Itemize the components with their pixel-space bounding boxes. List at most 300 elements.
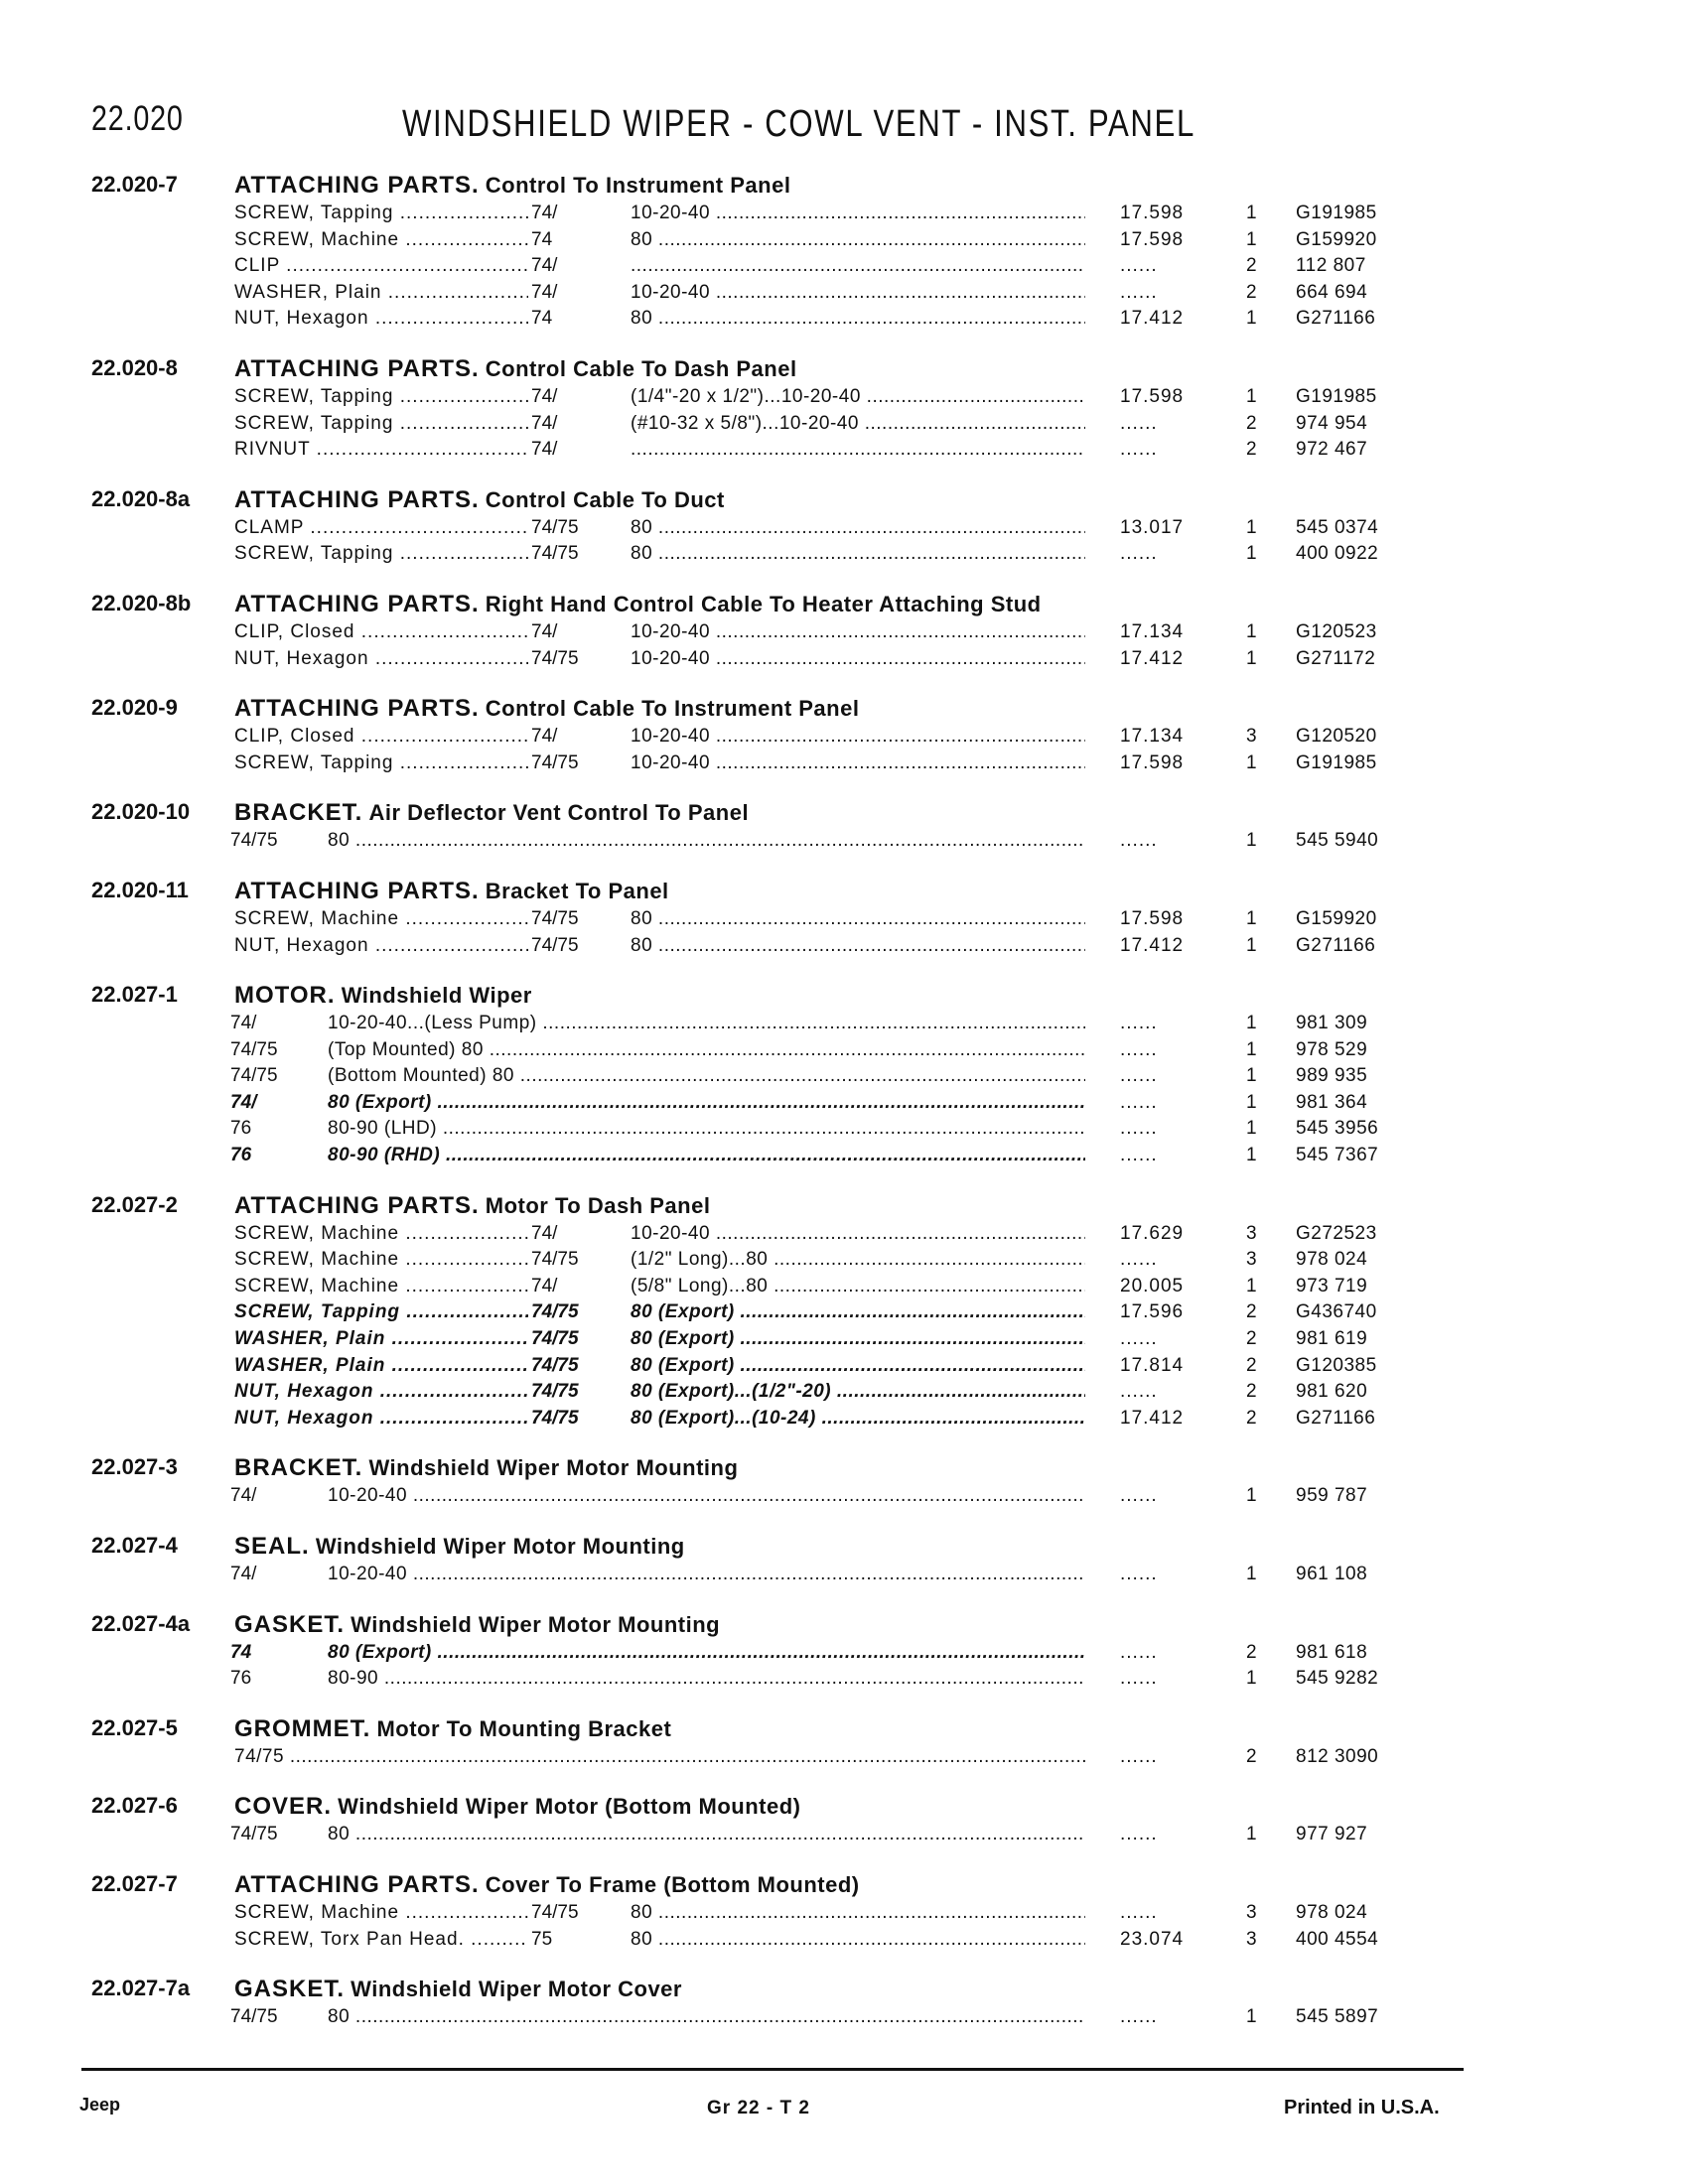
part-number: 981 364 [1296, 1091, 1368, 1113]
model-years: 74/75 [531, 751, 579, 773]
footer-page-ref: Gr 22 - T 2 [707, 2098, 810, 2118]
illustration-ref: ...... [1120, 1824, 1158, 1845]
application [631, 438, 1085, 462]
quantity: 1 [1246, 516, 1257, 538]
footer-divider [81, 2068, 1464, 2071]
model-years: 76 [230, 1145, 252, 1166]
part-number: 978 529 [1296, 1038, 1368, 1060]
part-row [0, 438, 1688, 465]
part-name: SCREW, Tapping ..... [234, 1300, 528, 1324]
section-description: Windshield Wiper Motor (Bottom Mounted) [338, 1794, 801, 1820]
part-number: 978 024 [1296, 1901, 1368, 1923]
section-header [0, 1192, 1688, 1222]
section-keyword: ATTACHING PARTS. [234, 695, 480, 723]
model-years: 74/ [531, 1222, 558, 1244]
section-description: Motor To Mounting Bracket [376, 1715, 672, 1741]
quantity: 1 [1246, 1485, 1257, 1507]
section-title [234, 1533, 685, 1561]
catalog-section [0, 591, 1688, 673]
section-title [234, 1611, 720, 1639]
section-title [234, 982, 532, 1010]
part-number: 545 0374 [1296, 516, 1379, 538]
quantity: 2 [1246, 1354, 1257, 1376]
application: 80 ..... [631, 228, 1085, 252]
part-name: SCREW, Machine ..... [234, 228, 528, 252]
part-number: 978 024 [1296, 1249, 1368, 1271]
quantity: 2 [1246, 1328, 1257, 1350]
part-row [0, 1327, 1688, 1354]
quantity: 1 [1246, 1824, 1257, 1845]
catalog-section [0, 1454, 1688, 1511]
part-row [0, 1380, 1688, 1407]
part-number: 112 807 [1296, 255, 1366, 277]
model-years: 74/ [531, 1275, 558, 1297]
part-row [0, 1091, 1688, 1118]
illustration-ref: ...... [1120, 2006, 1158, 2028]
section-description: Control Cable To Instrument Panel [485, 696, 860, 722]
part-name: CLIP, Closed ..... [234, 620, 528, 644]
illustration-ref: ...... [1120, 830, 1158, 852]
part-number: 974 954 [1296, 412, 1368, 434]
application: 10-20-40 ..... [631, 1222, 1085, 1246]
part-number: G271166 [1296, 1407, 1376, 1429]
illustration-ref: ...... [1120, 1381, 1158, 1403]
section-keyword: COVER. [234, 1793, 333, 1821]
part-name: SCREW, Tapping ..... [234, 412, 528, 436]
section-header [0, 1533, 1688, 1563]
application: 10-20-40...(Less Pump) ..... [328, 1012, 1085, 1035]
section-title [234, 1454, 738, 1482]
part-row [0, 1038, 1688, 1065]
model-years: 74/75 [230, 2006, 278, 2028]
part-row [0, 1300, 1688, 1327]
part-row [0, 1248, 1688, 1275]
part-row [0, 725, 1688, 751]
model-years: 74/75 [531, 1249, 579, 1271]
model-years: 74/75 [531, 1407, 579, 1429]
application: 10-20-40 ..... [631, 620, 1085, 644]
section-title [234, 1871, 860, 1899]
catalog-section [0, 1871, 1688, 1954]
quantity: 1 [1246, 1038, 1257, 1060]
part-number: G271166 [1296, 308, 1376, 330]
model-years: 74 [531, 228, 553, 250]
application: 80-90 (LHD) ..... [328, 1117, 1085, 1141]
section-keyword: GASKET. [234, 1976, 346, 2003]
model-years: 76 [230, 1668, 252, 1690]
quantity: 1 [1246, 647, 1257, 669]
part-row [0, 1354, 1688, 1381]
illustration-ref: 17.412 [1120, 1407, 1185, 1429]
section-keyword: ATTACHING PARTS. [234, 172, 480, 199]
application: 80 ..... [328, 1823, 1085, 1846]
model-years: 74/ [531, 385, 558, 407]
footer-printed: Printed in U.S.A. [1284, 2097, 1440, 2118]
catalog-section [0, 355, 1688, 465]
section-title [234, 1793, 801, 1821]
model-years: 74/75 [531, 1381, 579, 1403]
illustration-ref: ...... [1120, 1745, 1158, 1767]
section-header [0, 591, 1688, 620]
quantity: 1 [1246, 1118, 1257, 1140]
part-row [0, 1641, 1688, 1668]
illustration-ref: ...... [1120, 1145, 1158, 1166]
illustration-ref: 17.134 [1120, 726, 1185, 748]
section-title [234, 799, 749, 827]
section-title [234, 591, 1042, 618]
part-name: SCREW, Tapping ..... [234, 751, 528, 775]
application: (1/4"-20 x 1/2")...10-20-40 ..... [631, 385, 1085, 409]
model-years: 74/75 [531, 1901, 579, 1923]
model-years: 74/75 [230, 1038, 278, 1060]
quantity: 1 [1246, 620, 1257, 642]
application: 80 ..... [631, 934, 1085, 958]
section-number: 22.027-3 [91, 1454, 178, 1480]
illustration-ref: 17.412 [1120, 308, 1185, 330]
part-row [0, 2005, 1688, 2032]
part-number: 977 927 [1296, 1824, 1368, 1845]
application: 10-20-40 ..... [631, 725, 1085, 749]
model-years: 74/ [531, 281, 558, 303]
model-years: 74 [531, 308, 553, 330]
illustration-ref: ...... [1120, 1328, 1158, 1350]
part-row [0, 1484, 1688, 1511]
quantity: 3 [1246, 1222, 1257, 1244]
section-keyword: ATTACHING PARTS. [234, 1870, 480, 1898]
section-header [0, 1793, 1688, 1823]
application: 80-90 (RHD) ..... [328, 1144, 1085, 1167]
quantity: 1 [1246, 934, 1257, 956]
section-header [0, 1871, 1688, 1901]
model-years: 74/ [230, 1091, 257, 1113]
section-number: 22.027-4 [91, 1533, 178, 1558]
section-number: 22.027-6 [91, 1793, 178, 1819]
illustration-ref: 17.598 [1120, 385, 1185, 407]
part-number: 812 3090 [1296, 1745, 1379, 1767]
part-row [0, 542, 1688, 569]
section-number: 22.020-10 [91, 799, 191, 825]
section-keyword: BRACKET. [234, 799, 363, 827]
application: (#10-32 x 5/8")...10-20-40 ..... [631, 412, 1085, 436]
section-description: Windshield Wiper Motor Mounting [315, 1534, 685, 1559]
application: 80 (Export) ..... [631, 1354, 1085, 1378]
model-years: 74/ [230, 1485, 257, 1507]
part-number: 545 7367 [1296, 1145, 1379, 1166]
section-title [234, 695, 859, 723]
model-years: 74/75 [531, 1328, 579, 1350]
section-number: 22.020-9 [91, 695, 178, 721]
illustration-ref: ...... [1120, 1641, 1158, 1663]
part-number: G120385 [1296, 1354, 1377, 1376]
quantity: 1 [1246, 830, 1257, 852]
part-number: 545 3956 [1296, 1118, 1379, 1140]
part-name: NUT, Hexagon ..... [234, 307, 528, 331]
application: 80 ..... [631, 516, 1085, 540]
illustration-ref: ...... [1120, 1901, 1158, 1923]
part-number: 959 787 [1296, 1485, 1368, 1507]
illustration-ref: ...... [1120, 1118, 1158, 1140]
model-years: 74/75 [230, 1824, 278, 1845]
part-number: G191985 [1296, 751, 1377, 773]
section-description: Air Deflector Vent Control To Panel [368, 800, 750, 826]
quantity: 3 [1246, 726, 1257, 748]
part-row [0, 1064, 1688, 1091]
illustration-ref: 13.017 [1120, 516, 1185, 538]
illustration-ref: ...... [1120, 439, 1158, 461]
application: 10-20-40 ..... [631, 202, 1085, 225]
part-row [0, 751, 1688, 778]
part-row [0, 1745, 1688, 1772]
illustration-ref: 17.598 [1120, 203, 1185, 223]
part-name: WASHER, Plain ..... [234, 1327, 528, 1351]
part-name: WASHER, Plain ..... [234, 1354, 528, 1378]
part-number: G159920 [1296, 228, 1377, 250]
part-name: SCREW, Tapping ..... [234, 542, 528, 566]
model-years: 74/ [230, 1564, 257, 1584]
illustration-ref: ...... [1120, 1065, 1158, 1087]
parts-list [0, 172, 1688, 2054]
application [631, 254, 1085, 278]
section-header [0, 1976, 1688, 2005]
application: 80 (Export)...(1/2"-20) ..... [631, 1380, 1085, 1404]
model-years: 74/75 [531, 934, 579, 956]
illustration-ref: 17.596 [1120, 1301, 1185, 1323]
part-number: 545 5897 [1296, 2006, 1379, 2028]
quantity: 1 [1246, 907, 1257, 929]
section-keyword: ATTACHING PARTS. [234, 354, 480, 382]
part-name: SCREW, Tapping ..... [234, 385, 528, 409]
quantity: 1 [1246, 543, 1257, 565]
application: 80-90 ..... [328, 1667, 1085, 1691]
section-number: 22.027-5 [91, 1714, 178, 1740]
illustration-ref: ...... [1120, 1564, 1158, 1584]
section-keyword: ATTACHING PARTS. [234, 877, 480, 904]
section-title [234, 1976, 682, 2003]
part-number: 400 0922 [1296, 543, 1379, 565]
illustration-ref: ...... [1120, 1249, 1158, 1271]
quantity: 3 [1246, 1901, 1257, 1923]
catalog-section [0, 1533, 1688, 1589]
part-row [0, 1144, 1688, 1170]
part-name: NUT, Hexagon ..... [234, 647, 528, 671]
illustration-ref: 17.412 [1120, 934, 1185, 956]
section-number: 22.027-7 [91, 1870, 178, 1896]
section-number: 22.027-1 [91, 982, 178, 1008]
part-row [0, 281, 1688, 308]
part-row [0, 1901, 1688, 1928]
part-row [0, 907, 1688, 934]
part-number: 989 935 [1296, 1065, 1368, 1087]
model-years: 76 [230, 1118, 252, 1140]
catalog-section [0, 695, 1688, 777]
quantity: 2 [1246, 1641, 1257, 1663]
quantity: 1 [1246, 1668, 1257, 1690]
illustration-ref: ...... [1120, 412, 1158, 434]
part-name: SCREW, Machine ..... [234, 1248, 528, 1272]
footer-brand: Jeep [79, 2095, 121, 2115]
quantity: 1 [1246, 1065, 1257, 1087]
part-name: NUT, Hexagon ..... [234, 1407, 528, 1431]
section-header [0, 1715, 1688, 1745]
section-keyword: BRACKET. [234, 1454, 363, 1482]
part-name: SCREW, Tapping ..... [234, 202, 528, 225]
section-keyword: MOTOR. [234, 982, 336, 1010]
part-row [0, 516, 1688, 543]
model-years: 74/ [531, 255, 558, 277]
model-years: 74/75 [531, 516, 579, 538]
model-years: 74/ [531, 726, 558, 748]
section-header [0, 355, 1688, 385]
catalog-section [0, 1192, 1688, 1433]
illustration-ref: ...... [1120, 281, 1158, 303]
part-row [0, 412, 1688, 439]
part-number: G272523 [1296, 1222, 1377, 1244]
application: 80 ..... [328, 829, 1085, 853]
model-years: 74/ [531, 439, 558, 461]
part-number: 972 467 [1296, 439, 1368, 461]
section-description: Motor To Dash Panel [485, 1192, 711, 1218]
part-name: CLIP ..... [234, 254, 528, 278]
part-row [0, 385, 1688, 412]
part-name: SCREW, Torx Pan Head. ..... [234, 1928, 528, 1952]
model-years: 74/ [230, 1013, 257, 1034]
part-row [0, 1407, 1688, 1433]
illustration-ref: 17.598 [1120, 907, 1185, 929]
model-years: 75 [531, 1928, 553, 1950]
part-row [0, 829, 1688, 856]
section-keyword: SEAL. [234, 1533, 310, 1560]
section-description: Control Cable To Duct [485, 486, 725, 512]
part-name: NUT, Hexagon ..... [234, 1380, 528, 1404]
application: 80 (Export) ..... [631, 1300, 1085, 1324]
section-header [0, 1611, 1688, 1641]
application: 10-20-40 ..... [631, 281, 1085, 305]
quantity: 2 [1246, 1745, 1257, 1767]
section-number: 22.027-2 [91, 1191, 178, 1217]
illustration-ref: ...... [1120, 1485, 1158, 1507]
illustration-ref: 17.412 [1120, 647, 1185, 669]
illustration-ref: ...... [1120, 1038, 1158, 1060]
section-header [0, 878, 1688, 907]
quantity: 1 [1246, 1013, 1257, 1034]
part-number: G159920 [1296, 907, 1377, 929]
part-name: CLAMP ..... [234, 516, 528, 540]
catalog-section [0, 1715, 1688, 1772]
section-title [234, 1715, 671, 1743]
section-header [0, 799, 1688, 829]
part-row [0, 1667, 1688, 1694]
group-number: 22.020 [91, 99, 184, 138]
section-description: Control To Instrument Panel [485, 173, 791, 198]
quantity: 2 [1246, 412, 1257, 434]
catalog-section [0, 799, 1688, 856]
part-row [0, 620, 1688, 647]
part-number: 664 694 [1296, 281, 1368, 303]
part-name: SCREW, Machine ..... [234, 1222, 528, 1246]
part-row [0, 1823, 1688, 1849]
part-name: SCREW, Machine ..... [234, 1901, 528, 1925]
quantity: 1 [1246, 385, 1257, 407]
section-description: Control Cable To Dash Panel [485, 355, 797, 381]
page-title: WINDSHIELD WIPER - COWL VENT - INST. PANEL [402, 103, 1196, 145]
part-row [0, 1928, 1688, 1955]
illustration-ref: 17.598 [1120, 228, 1185, 250]
part-number: 981 618 [1296, 1641, 1368, 1663]
section-description: Bracket To Panel [485, 878, 669, 903]
section-description: Windshield Wiper Motor Mounting [351, 1611, 721, 1637]
section-keyword: ATTACHING PARTS. [234, 590, 480, 617]
illustration-ref: ...... [1120, 255, 1158, 277]
part-number: 400 4554 [1296, 1928, 1379, 1950]
quantity: 3 [1246, 1928, 1257, 1950]
part-number: G271166 [1296, 934, 1376, 956]
application: (Bottom Mounted) 80 ..... [328, 1064, 1085, 1088]
application: (Top Mounted) 80 ..... [328, 1038, 1085, 1062]
catalog-section [0, 1976, 1688, 2032]
section-header [0, 695, 1688, 725]
section-number: 22.020-8a [91, 485, 191, 511]
part-row [0, 202, 1688, 228]
quantity: 1 [1246, 1091, 1257, 1113]
application: 80 (Export) ..... [328, 1641, 1085, 1665]
quantity: 2 [1246, 439, 1257, 461]
illustration-ref: ...... [1120, 543, 1158, 565]
quantity: 1 [1246, 751, 1257, 773]
catalog-section [0, 1611, 1688, 1694]
part-number: 961 108 [1296, 1564, 1368, 1584]
part-number: G271172 [1296, 647, 1376, 669]
part-row [0, 1012, 1688, 1038]
quantity: 1 [1246, 2006, 1257, 2028]
section-number: 22.027-4a [91, 1610, 191, 1636]
application: 80 (Export) ..... [328, 1091, 1085, 1115]
section-keyword: GROMMET. [234, 1714, 371, 1742]
section-header [0, 172, 1688, 202]
part-number: 545 5940 [1296, 830, 1379, 852]
section-number: 22.020-11 [91, 877, 189, 902]
quantity: 3 [1246, 1249, 1257, 1271]
part-number: 981 619 [1296, 1328, 1368, 1350]
application: 10-20-40 ..... [631, 751, 1085, 775]
application: 80 ..... [631, 307, 1085, 331]
part-number: 973 719 [1296, 1275, 1368, 1297]
illustration-ref: 17.629 [1120, 1222, 1185, 1244]
quantity: 1 [1246, 1275, 1257, 1297]
section-title [234, 878, 669, 905]
model-years: 74/75 ..... [234, 1745, 1085, 1769]
application: 80 ..... [631, 1901, 1085, 1925]
model-years: 74/ [531, 412, 558, 434]
section-description: Windshield Wiper Motor Cover [351, 1977, 682, 2002]
section-header [0, 982, 1688, 1012]
section-number: 22.020-7 [91, 172, 178, 197]
model-years: 74/75 [531, 647, 579, 669]
quantity: 2 [1246, 255, 1257, 277]
section-number: 22.027-7a [91, 1976, 191, 2001]
section-keyword: ATTACHING PARTS. [234, 485, 480, 513]
model-years: 74/75 [531, 1354, 579, 1376]
section-description: Windshield Wiper [341, 983, 532, 1009]
application: (1/2" Long)...80 ..... [631, 1248, 1085, 1272]
application: 10-20-40 ..... [631, 647, 1085, 671]
catalog-section [0, 1793, 1688, 1849]
application: 10-20-40 ..... [328, 1563, 1085, 1586]
part-name: NUT, Hexagon ..... [234, 934, 528, 958]
section-header [0, 486, 1688, 516]
part-number: G191985 [1296, 203, 1377, 223]
part-name: SCREW, Machine ..... [234, 907, 528, 931]
quantity: 1 [1246, 1564, 1257, 1584]
